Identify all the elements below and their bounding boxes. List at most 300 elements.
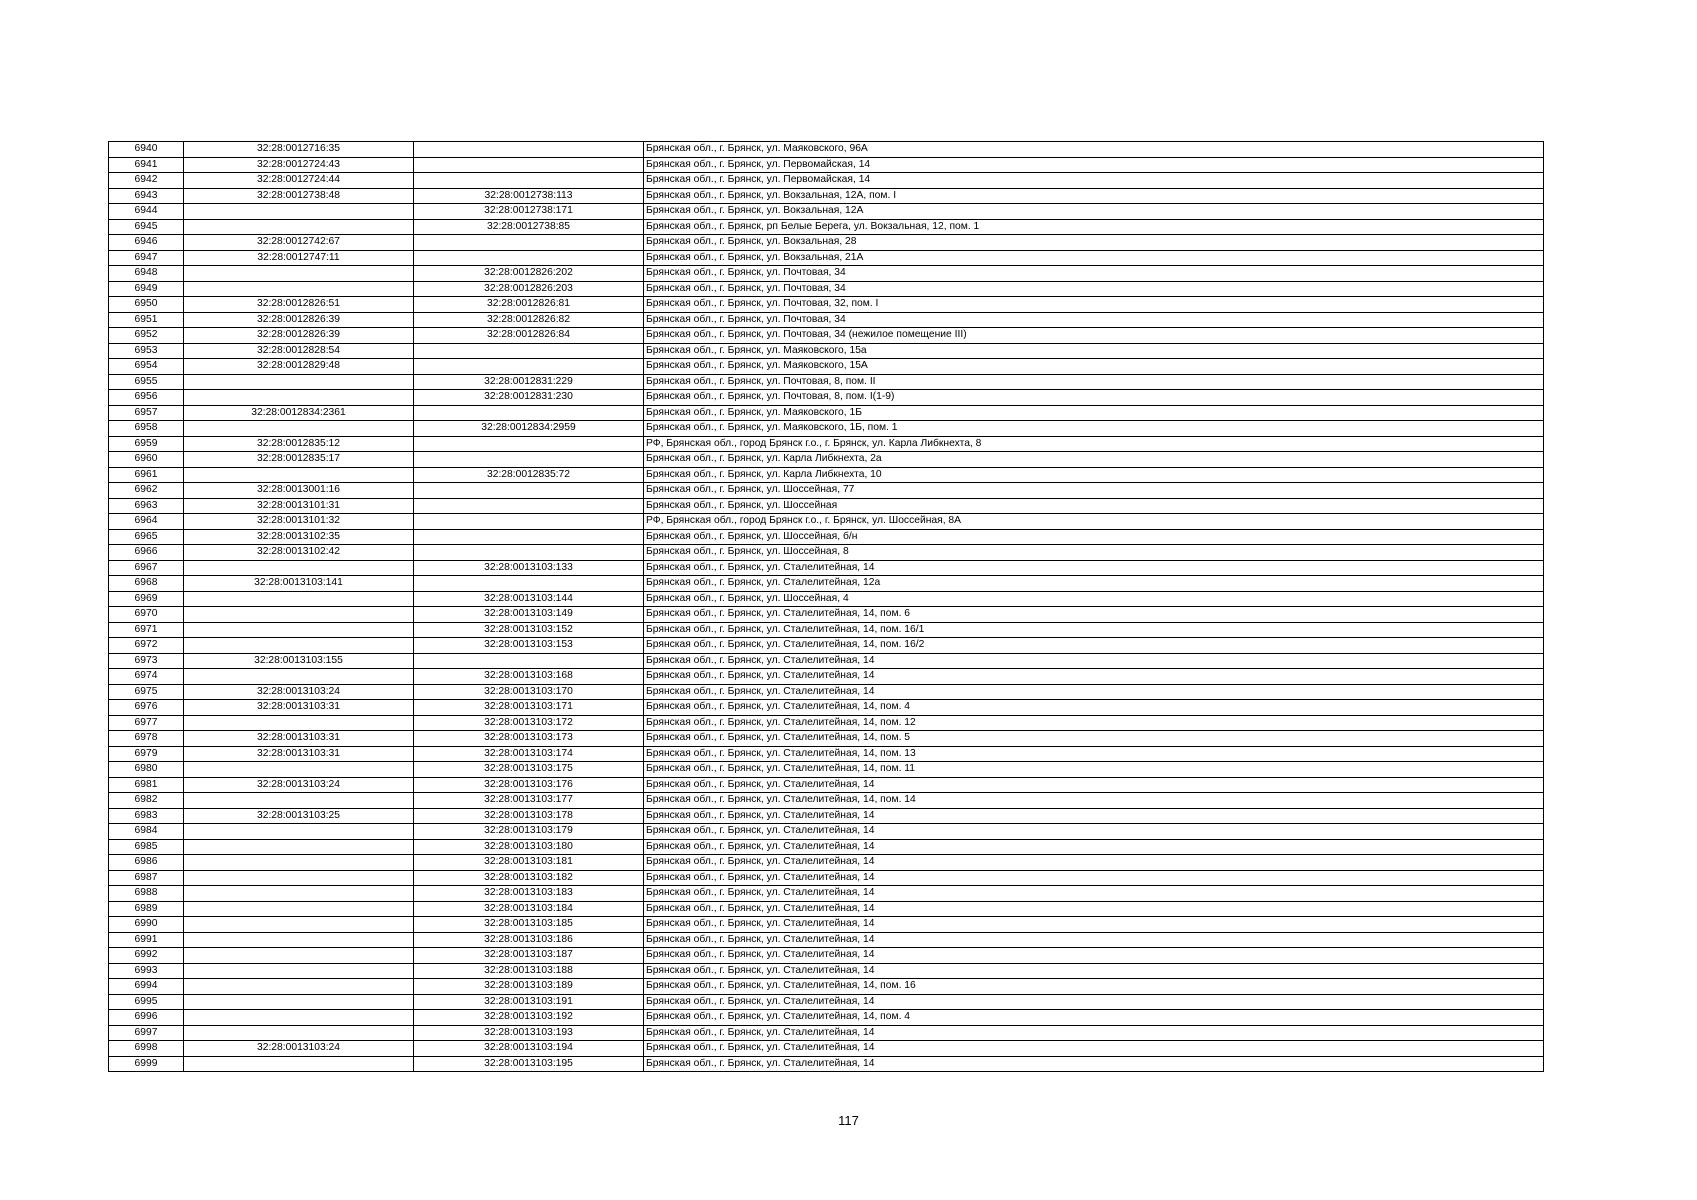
register-table xyxy=(108,141,1544,1072)
row-number-cell: 6961 xyxy=(109,467,184,483)
row-number-cell: 6966 xyxy=(109,545,184,561)
address-cell: Брянская обл., г. Брянск, ул. Сталелитейная, 14 xyxy=(644,917,1544,933)
table-row xyxy=(109,467,1544,483)
land-cadastral-number-cell xyxy=(184,204,414,220)
row-number-cell: 6982 xyxy=(109,793,184,809)
land-cadastral-number-cell xyxy=(184,901,414,917)
table-row xyxy=(109,204,1544,220)
building-cadastral-number-cell xyxy=(414,653,644,669)
row-number-cell: 6946 xyxy=(109,235,184,251)
address-cell: Брянская обл., г. Брянск, ул. Сталелитейная, 14 xyxy=(644,886,1544,902)
land-cadastral-number-cell xyxy=(184,762,414,778)
land-cadastral-number-cell xyxy=(184,948,414,964)
address-cell: Брянская обл., г. Брянск, ул. Вокзальная, 21А xyxy=(644,250,1544,266)
row-number-cell: 6941 xyxy=(109,157,184,173)
building-cadastral-number-cell: 32:28:0013103:194 xyxy=(414,1041,644,1057)
row-number-cell: 6947 xyxy=(109,250,184,266)
table-row xyxy=(109,746,1544,762)
row-number-cell: 6990 xyxy=(109,917,184,933)
address-cell: Брянская обл., г. Брянск, ул. Сталелитейная, 14 xyxy=(644,653,1544,669)
land-cadastral-number-cell: 32:28:0012835:12 xyxy=(184,436,414,452)
row-number-cell: 6994 xyxy=(109,979,184,995)
table-row xyxy=(109,762,1544,778)
address-cell: РФ, Брянская обл., город Брянск г.о., г. Брянск, ул. Карла Либкнехта, 8 xyxy=(644,436,1544,452)
building-cadastral-number-cell: 32:28:0012826:81 xyxy=(414,297,644,313)
address-cell: Брянская обл., г. Брянск, ул. Сталелитейная, 14, пом. 11 xyxy=(644,762,1544,778)
building-cadastral-number-cell: 32:28:0013103:133 xyxy=(414,560,644,576)
table-row xyxy=(109,808,1544,824)
address-cell: Брянская обл., г. Брянск, ул. Первомайская, 14 xyxy=(644,157,1544,173)
table-row xyxy=(109,886,1544,902)
row-number-cell: 6945 xyxy=(109,219,184,235)
table-row xyxy=(109,607,1544,623)
table-row xyxy=(109,405,1544,421)
address-cell: Брянская обл., г. Брянск, ул. Сталелитейная, 14, пом. 16/2 xyxy=(644,638,1544,654)
table-row xyxy=(109,421,1544,437)
building-cadastral-number-cell: 32:28:0013103:189 xyxy=(414,979,644,995)
address-cell: Брянская обл., г. Брянск, ул. Сталелитейная, 14 xyxy=(644,1025,1544,1041)
land-cadastral-number-cell: 32:28:0013103:141 xyxy=(184,576,414,592)
land-cadastral-number-cell: 32:28:0012828:54 xyxy=(184,343,414,359)
land-cadastral-number-cell: 32:28:0012724:43 xyxy=(184,157,414,173)
land-cadastral-number-cell: 32:28:0012826:51 xyxy=(184,297,414,313)
row-number-cell: 6940 xyxy=(109,142,184,158)
address-cell: Брянская обл., г. Брянск, ул. Сталелитейная, 14 xyxy=(644,855,1544,871)
table-row xyxy=(109,870,1544,886)
table-row xyxy=(109,436,1544,452)
address-cell: Брянская обл., г. Брянск, ул. Вокзальная, 12А, пом. I xyxy=(644,188,1544,204)
address-cell: Брянская обл., г. Брянск, ул. Сталелитейная, 14, пом. 6 xyxy=(644,607,1544,623)
table-row xyxy=(109,994,1544,1010)
address-cell: Брянская обл., г. Брянск, ул. Шоссейная, 77 xyxy=(644,483,1544,499)
building-cadastral-number-cell: 32:28:0013103:184 xyxy=(414,901,644,917)
land-cadastral-number-cell: 32:28:0013103:31 xyxy=(184,700,414,716)
land-cadastral-number-cell xyxy=(184,219,414,235)
land-cadastral-number-cell: 32:28:0013103:24 xyxy=(184,777,414,793)
table-row xyxy=(109,560,1544,576)
address-cell: Брянская обл., г. Брянск, ул. Маяковского, 96А xyxy=(644,142,1544,158)
land-cadastral-number-cell: 32:28:0012724:44 xyxy=(184,173,414,189)
address-cell: Брянская обл., г. Брянск, ул. Сталелитейная, 14, пом. 4 xyxy=(644,700,1544,716)
table-row xyxy=(109,390,1544,406)
land-cadastral-number-cell xyxy=(184,266,414,282)
table-row xyxy=(109,343,1544,359)
row-number-cell: 6974 xyxy=(109,669,184,685)
building-cadastral-number-cell xyxy=(414,235,644,251)
building-cadastral-number-cell: 32:28:0013103:144 xyxy=(414,591,644,607)
row-number-cell: 6943 xyxy=(109,188,184,204)
land-cadastral-number-cell xyxy=(184,1010,414,1026)
address-cell: Брянская обл., г. Брянск, ул. Почтовая, 34 (нежилое помещение III) xyxy=(644,328,1544,344)
land-cadastral-number-cell xyxy=(184,622,414,638)
row-number-cell: 6976 xyxy=(109,700,184,716)
building-cadastral-number-cell: 32:28:0013103:181 xyxy=(414,855,644,871)
table-row xyxy=(109,235,1544,251)
register-body xyxy=(109,142,1544,1072)
table-row xyxy=(109,374,1544,390)
land-cadastral-number-cell: 32:28:0013101:32 xyxy=(184,514,414,530)
land-cadastral-number-cell: 32:28:0013103:24 xyxy=(184,1041,414,1057)
building-cadastral-number-cell: 32:28:0013103:171 xyxy=(414,700,644,716)
land-cadastral-number-cell xyxy=(184,979,414,995)
building-cadastral-number-cell xyxy=(414,514,644,530)
building-cadastral-number-cell xyxy=(414,250,644,266)
address-cell: Брянская обл., г. Брянск, ул. Сталелитейная, 14 xyxy=(644,994,1544,1010)
building-cadastral-number-cell xyxy=(414,483,644,499)
building-cadastral-number-cell: 32:28:0012831:230 xyxy=(414,390,644,406)
building-cadastral-number-cell: 32:28:0013103:170 xyxy=(414,684,644,700)
building-cadastral-number-cell xyxy=(414,452,644,468)
row-number-cell: 6964 xyxy=(109,514,184,530)
table-row xyxy=(109,777,1544,793)
table-row xyxy=(109,545,1544,561)
land-cadastral-number-cell: 32:28:0013103:24 xyxy=(184,684,414,700)
row-number-cell: 6987 xyxy=(109,870,184,886)
land-cadastral-number-cell xyxy=(184,669,414,685)
table-row xyxy=(109,1056,1544,1072)
table-row xyxy=(109,312,1544,328)
address-cell: Брянская обл., г. Брянск, ул. Сталелитейная, 14, пом. 16/1 xyxy=(644,622,1544,638)
land-cadastral-number-cell xyxy=(184,374,414,390)
land-cadastral-number-cell: 32:28:0012826:39 xyxy=(184,328,414,344)
row-number-cell: 6953 xyxy=(109,343,184,359)
building-cadastral-number-cell: 32:28:0013103:182 xyxy=(414,870,644,886)
table-row xyxy=(109,266,1544,282)
address-cell: Брянская обл., г. Брянск, ул. Сталелитейная, 14, пом. 12 xyxy=(644,715,1544,731)
land-cadastral-number-cell xyxy=(184,607,414,623)
row-number-cell: 6986 xyxy=(109,855,184,871)
building-cadastral-number-cell: 32:28:0013103:172 xyxy=(414,715,644,731)
land-cadastral-number-cell xyxy=(184,839,414,855)
land-cadastral-number-cell xyxy=(184,421,414,437)
building-cadastral-number-cell: 32:28:0013103:152 xyxy=(414,622,644,638)
land-cadastral-number-cell xyxy=(184,932,414,948)
row-number-cell: 6985 xyxy=(109,839,184,855)
row-number-cell: 6978 xyxy=(109,731,184,747)
building-cadastral-number-cell: 32:28:0013103:173 xyxy=(414,731,644,747)
building-cadastral-number-cell: 32:28:0012831:229 xyxy=(414,374,644,390)
building-cadastral-number-cell: 32:28:0012826:84 xyxy=(414,328,644,344)
row-number-cell: 6984 xyxy=(109,824,184,840)
row-number-cell: 6991 xyxy=(109,932,184,948)
land-cadastral-number-cell: 32:28:0013101:31 xyxy=(184,498,414,514)
row-number-cell: 6950 xyxy=(109,297,184,313)
land-cadastral-number-cell xyxy=(184,591,414,607)
row-number-cell: 6971 xyxy=(109,622,184,638)
row-number-cell: 6951 xyxy=(109,312,184,328)
table-row xyxy=(109,700,1544,716)
row-number-cell: 6968 xyxy=(109,576,184,592)
row-number-cell: 6998 xyxy=(109,1041,184,1057)
table-row xyxy=(109,157,1544,173)
address-cell: Брянская обл., г. Брянск, ул. Сталелитейная, 14, пом. 13 xyxy=(644,746,1544,762)
building-cadastral-number-cell xyxy=(414,529,644,545)
address-cell: Брянская обл., г. Брянск, рп Белые Берега, ул. Вокзальная, 12, пом. 1 xyxy=(644,219,1544,235)
building-cadastral-number-cell: 32:28:0012826:203 xyxy=(414,281,644,297)
land-cadastral-number-cell xyxy=(184,281,414,297)
building-cadastral-number-cell: 32:28:0013103:175 xyxy=(414,762,644,778)
row-number-cell: 6958 xyxy=(109,421,184,437)
table-row xyxy=(109,638,1544,654)
table-row xyxy=(109,328,1544,344)
land-cadastral-number-cell: 32:28:0012742:67 xyxy=(184,235,414,251)
table-row xyxy=(109,917,1544,933)
row-number-cell: 6965 xyxy=(109,529,184,545)
table-row xyxy=(109,901,1544,917)
building-cadastral-number-cell xyxy=(414,498,644,514)
building-cadastral-number-cell: 32:28:0012835:72 xyxy=(414,467,644,483)
table-row xyxy=(109,498,1544,514)
table-row xyxy=(109,963,1544,979)
land-cadastral-number-cell xyxy=(184,824,414,840)
address-cell: Брянская обл., г. Брянск, ул. Сталелитейная, 14 xyxy=(644,870,1544,886)
building-cadastral-number-cell: 32:28:0012826:202 xyxy=(414,266,644,282)
row-number-cell: 6997 xyxy=(109,1025,184,1041)
table-row xyxy=(109,684,1544,700)
row-number-cell: 6992 xyxy=(109,948,184,964)
land-cadastral-number-cell xyxy=(184,994,414,1010)
address-cell: Брянская обл., г. Брянск, ул. Сталелитейная, 14 xyxy=(644,1056,1544,1072)
address-cell: Брянская обл., г. Брянск, ул. Сталелитейная, 14 xyxy=(644,808,1544,824)
row-number-cell: 6942 xyxy=(109,173,184,189)
land-cadastral-number-cell: 32:28:0013103:31 xyxy=(184,746,414,762)
building-cadastral-number-cell: 32:28:0012826:82 xyxy=(414,312,644,328)
address-cell: Брянская обл., г. Брянск, ул. Сталелитейная, 14 xyxy=(644,824,1544,840)
building-cadastral-number-cell xyxy=(414,343,644,359)
land-cadastral-number-cell: 32:28:0013103:31 xyxy=(184,731,414,747)
address-cell: Брянская обл., г. Брянск, ул. Первомайская, 14 xyxy=(644,173,1544,189)
building-cadastral-number-cell: 32:28:0013103:192 xyxy=(414,1010,644,1026)
row-number-cell: 6944 xyxy=(109,204,184,220)
table-row xyxy=(109,622,1544,638)
building-cadastral-number-cell: 32:28:0013103:185 xyxy=(414,917,644,933)
address-cell: Брянская обл., г. Брянск, ул. Шоссейная xyxy=(644,498,1544,514)
row-number-cell: 6979 xyxy=(109,746,184,762)
building-cadastral-number-cell xyxy=(414,157,644,173)
building-cadastral-number-cell: 32:28:0013103:183 xyxy=(414,886,644,902)
page-number: 117 xyxy=(838,1113,859,1128)
address-cell: РФ, Брянская обл., город Брянск г.о., г. Брянск, ул. Шоссейная, 8А xyxy=(644,514,1544,530)
address-cell: Брянская обл., г. Брянск, ул. Вокзальная, 28 xyxy=(644,235,1544,251)
address-cell: Брянская обл., г. Брянск, ул. Почтовая, 34 xyxy=(644,266,1544,282)
address-cell: Брянская обл., г. Брянск, ул. Почтовая, 34 xyxy=(644,281,1544,297)
building-cadastral-number-cell: 32:28:0012738:85 xyxy=(414,219,644,235)
address-cell: Брянская обл., г. Брянск, ул. Сталелитейная, 14 xyxy=(644,684,1544,700)
address-cell: Брянская обл., г. Брянск, ул. Сталелитейная, 14 xyxy=(644,948,1544,964)
land-cadastral-number-cell: 32:28:0013102:35 xyxy=(184,529,414,545)
land-cadastral-number-cell xyxy=(184,560,414,576)
building-cadastral-number-cell: 32:28:0013103:177 xyxy=(414,793,644,809)
address-cell: Брянская обл., г. Брянск, ул. Почтовая, 8, пом. I(1-9) xyxy=(644,390,1544,406)
row-number-cell: 6988 xyxy=(109,886,184,902)
building-cadastral-number-cell xyxy=(414,576,644,592)
building-cadastral-number-cell: 32:28:0013103:153 xyxy=(414,638,644,654)
land-cadastral-number-cell: 32:28:0012747:11 xyxy=(184,250,414,266)
row-number-cell: 6995 xyxy=(109,994,184,1010)
row-number-cell: 6959 xyxy=(109,436,184,452)
row-number-cell: 6980 xyxy=(109,762,184,778)
land-cadastral-number-cell xyxy=(184,1056,414,1072)
land-cadastral-number-cell xyxy=(184,855,414,871)
land-cadastral-number-cell: 32:28:0012826:39 xyxy=(184,312,414,328)
building-cadastral-number-cell: 32:28:0013103:191 xyxy=(414,994,644,1010)
land-cadastral-number-cell xyxy=(184,917,414,933)
address-cell: Брянская обл., г. Брянск, ул. Почтовая, 34 xyxy=(644,312,1544,328)
row-number-cell: 6952 xyxy=(109,328,184,344)
row-number-cell: 6969 xyxy=(109,591,184,607)
address-cell: Брянская обл., г. Брянск, ул. Маяковского, 15а xyxy=(644,343,1544,359)
land-cadastral-number-cell xyxy=(184,638,414,654)
address-cell: Брянская обл., г. Брянск, ул. Сталелитейная, 14 xyxy=(644,669,1544,685)
address-cell: Брянская обл., г. Брянск, ул. Сталелитейная, 14, пом. 4 xyxy=(644,1010,1544,1026)
table-row xyxy=(109,514,1544,530)
table-row xyxy=(109,297,1544,313)
building-cadastral-number-cell: 32:28:0013103:180 xyxy=(414,839,644,855)
address-cell: Брянская обл., г. Брянск, ул. Шоссейная, 4 xyxy=(644,591,1544,607)
table-row xyxy=(109,855,1544,871)
table-row xyxy=(109,1025,1544,1041)
table-row xyxy=(109,188,1544,204)
row-number-cell: 6957 xyxy=(109,405,184,421)
row-number-cell: 6963 xyxy=(109,498,184,514)
land-cadastral-number-cell: 32:28:0012834:2361 xyxy=(184,405,414,421)
table-row xyxy=(109,932,1544,948)
table-row xyxy=(109,250,1544,266)
address-cell: Брянская обл., г. Брянск, ул. Маяковского, 1Б xyxy=(644,405,1544,421)
address-cell: Брянская обл., г. Брянск, ул. Маяковского, 15А xyxy=(644,359,1544,375)
building-cadastral-number-cell xyxy=(414,405,644,421)
table-row xyxy=(109,591,1544,607)
address-cell: Брянская обл., г. Брянск, ул. Почтовая, 32, пом. I xyxy=(644,297,1544,313)
land-cadastral-number-cell xyxy=(184,886,414,902)
building-cadastral-number-cell: 32:28:0013103:195 xyxy=(414,1056,644,1072)
building-cadastral-number-cell xyxy=(414,142,644,158)
address-cell: Брянская обл., г. Брянск, ул. Вокзальная, 12А xyxy=(644,204,1544,220)
table-row xyxy=(109,173,1544,189)
land-cadastral-number-cell xyxy=(184,715,414,731)
row-number-cell: 6955 xyxy=(109,374,184,390)
address-cell: Брянская обл., г. Брянск, ул. Сталелитейная, 14 xyxy=(644,1041,1544,1057)
building-cadastral-number-cell: 32:28:0012834:2959 xyxy=(414,421,644,437)
row-number-cell: 6989 xyxy=(109,901,184,917)
address-cell: Брянская обл., г. Брянск, ул. Сталелитейная, 14, пом. 14 xyxy=(644,793,1544,809)
land-cadastral-number-cell xyxy=(184,870,414,886)
address-cell: Брянская обл., г. Брянск, ул. Карла Либкнехта, 10 xyxy=(644,467,1544,483)
table-row xyxy=(109,576,1544,592)
address-cell: Брянская обл., г. Брянск, ул. Почтовая, 8, пом. II xyxy=(644,374,1544,390)
address-cell: Брянская обл., г. Брянск, ул. Шоссейная, б/н xyxy=(644,529,1544,545)
land-cadastral-number-cell: 32:28:0013001:16 xyxy=(184,483,414,499)
table-row xyxy=(109,715,1544,731)
row-number-cell: 6967 xyxy=(109,560,184,576)
row-number-cell: 6948 xyxy=(109,266,184,282)
row-number-cell: 6999 xyxy=(109,1056,184,1072)
row-number-cell: 6996 xyxy=(109,1010,184,1026)
building-cadastral-number-cell: 32:28:0013103:178 xyxy=(414,808,644,824)
table-row xyxy=(109,653,1544,669)
building-cadastral-number-cell: 32:28:0013103:176 xyxy=(414,777,644,793)
row-number-cell: 6954 xyxy=(109,359,184,375)
table-row xyxy=(109,979,1544,995)
table-row xyxy=(109,281,1544,297)
building-cadastral-number-cell: 32:28:0013103:149 xyxy=(414,607,644,623)
land-cadastral-number-cell: 32:28:0012738:48 xyxy=(184,188,414,204)
address-cell: Брянская обл., г. Брянск, ул. Сталелитейная, 14, пом. 16 xyxy=(644,979,1544,995)
address-cell: Брянская обл., г. Брянск, ул. Сталелитейная, 14 xyxy=(644,777,1544,793)
table-row xyxy=(109,219,1544,235)
land-cadastral-number-cell xyxy=(184,1025,414,1041)
address-cell: Брянская обл., г. Брянск, ул. Сталелитейная, 14 xyxy=(644,932,1544,948)
building-cadastral-number-cell: 32:28:0013103:168 xyxy=(414,669,644,685)
row-number-cell: 6970 xyxy=(109,607,184,623)
building-cadastral-number-cell xyxy=(414,173,644,189)
row-number-cell: 6983 xyxy=(109,808,184,824)
table-row xyxy=(109,452,1544,468)
land-cadastral-number-cell: 32:28:0012716:35 xyxy=(184,142,414,158)
address-cell: Брянская обл., г. Брянск, ул. Шоссейная, 8 xyxy=(644,545,1544,561)
row-number-cell: 6956 xyxy=(109,390,184,406)
table-row xyxy=(109,359,1544,375)
table-row xyxy=(109,483,1544,499)
building-cadastral-number-cell: 32:28:0013103:188 xyxy=(414,963,644,979)
row-number-cell: 6962 xyxy=(109,483,184,499)
address-cell: Брянская обл., г. Брянск, ул. Карла Либкнехта, 2а xyxy=(644,452,1544,468)
building-cadastral-number-cell xyxy=(414,359,644,375)
building-cadastral-number-cell xyxy=(414,436,644,452)
address-cell: Брянская обл., г. Брянск, ул. Сталелитейная, 14 xyxy=(644,901,1544,917)
row-number-cell: 6977 xyxy=(109,715,184,731)
table-row xyxy=(109,669,1544,685)
table-row xyxy=(109,529,1544,545)
table-row xyxy=(109,824,1544,840)
address-cell: Брянская обл., г. Брянск, ул. Сталелитейная, 14 xyxy=(644,963,1544,979)
land-cadastral-number-cell xyxy=(184,793,414,809)
land-cadastral-number-cell: 32:28:0013102:42 xyxy=(184,545,414,561)
table-row xyxy=(109,839,1544,855)
land-cadastral-number-cell xyxy=(184,963,414,979)
table-row xyxy=(109,948,1544,964)
table-row xyxy=(109,142,1544,158)
land-cadastral-number-cell: 32:28:0012829:48 xyxy=(184,359,414,375)
row-number-cell: 6972 xyxy=(109,638,184,654)
table-row xyxy=(109,793,1544,809)
land-cadastral-number-cell: 32:28:0012835:17 xyxy=(184,452,414,468)
land-cadastral-number-cell: 32:28:0013103:25 xyxy=(184,808,414,824)
building-cadastral-number-cell: 32:28:0013103:193 xyxy=(414,1025,644,1041)
row-number-cell: 6973 xyxy=(109,653,184,669)
address-cell: Брянская обл., г. Брянск, ул. Сталелитейная, 14 xyxy=(644,560,1544,576)
row-number-cell: 6949 xyxy=(109,281,184,297)
building-cadastral-number-cell: 32:28:0013103:174 xyxy=(414,746,644,762)
building-cadastral-number-cell: 32:28:0013103:187 xyxy=(414,948,644,964)
building-cadastral-number-cell: 32:28:0012738:171 xyxy=(414,204,644,220)
address-cell: Брянская обл., г. Брянск, ул. Маяковского, 1Б, пом. 1 xyxy=(644,421,1544,437)
table-row xyxy=(109,1041,1544,1057)
land-cadastral-number-cell xyxy=(184,467,414,483)
row-number-cell: 6960 xyxy=(109,452,184,468)
land-cadastral-number-cell xyxy=(184,390,414,406)
row-number-cell: 6981 xyxy=(109,777,184,793)
row-number-cell: 6975 xyxy=(109,684,184,700)
address-cell: Брянская обл., г. Брянск, ул. Сталелитейная, 14, пом. 5 xyxy=(644,731,1544,747)
address-cell: Брянская обл., г. Брянск, ул. Сталелитейная, 12а xyxy=(644,576,1544,592)
building-cadastral-number-cell xyxy=(414,545,644,561)
land-cadastral-number-cell: 32:28:0013103:155 xyxy=(184,653,414,669)
building-cadastral-number-cell: 32:28:0013103:186 xyxy=(414,932,644,948)
table-row xyxy=(109,1010,1544,1026)
building-cadastral-number-cell: 32:28:0012738:113 xyxy=(414,188,644,204)
table-row xyxy=(109,731,1544,747)
